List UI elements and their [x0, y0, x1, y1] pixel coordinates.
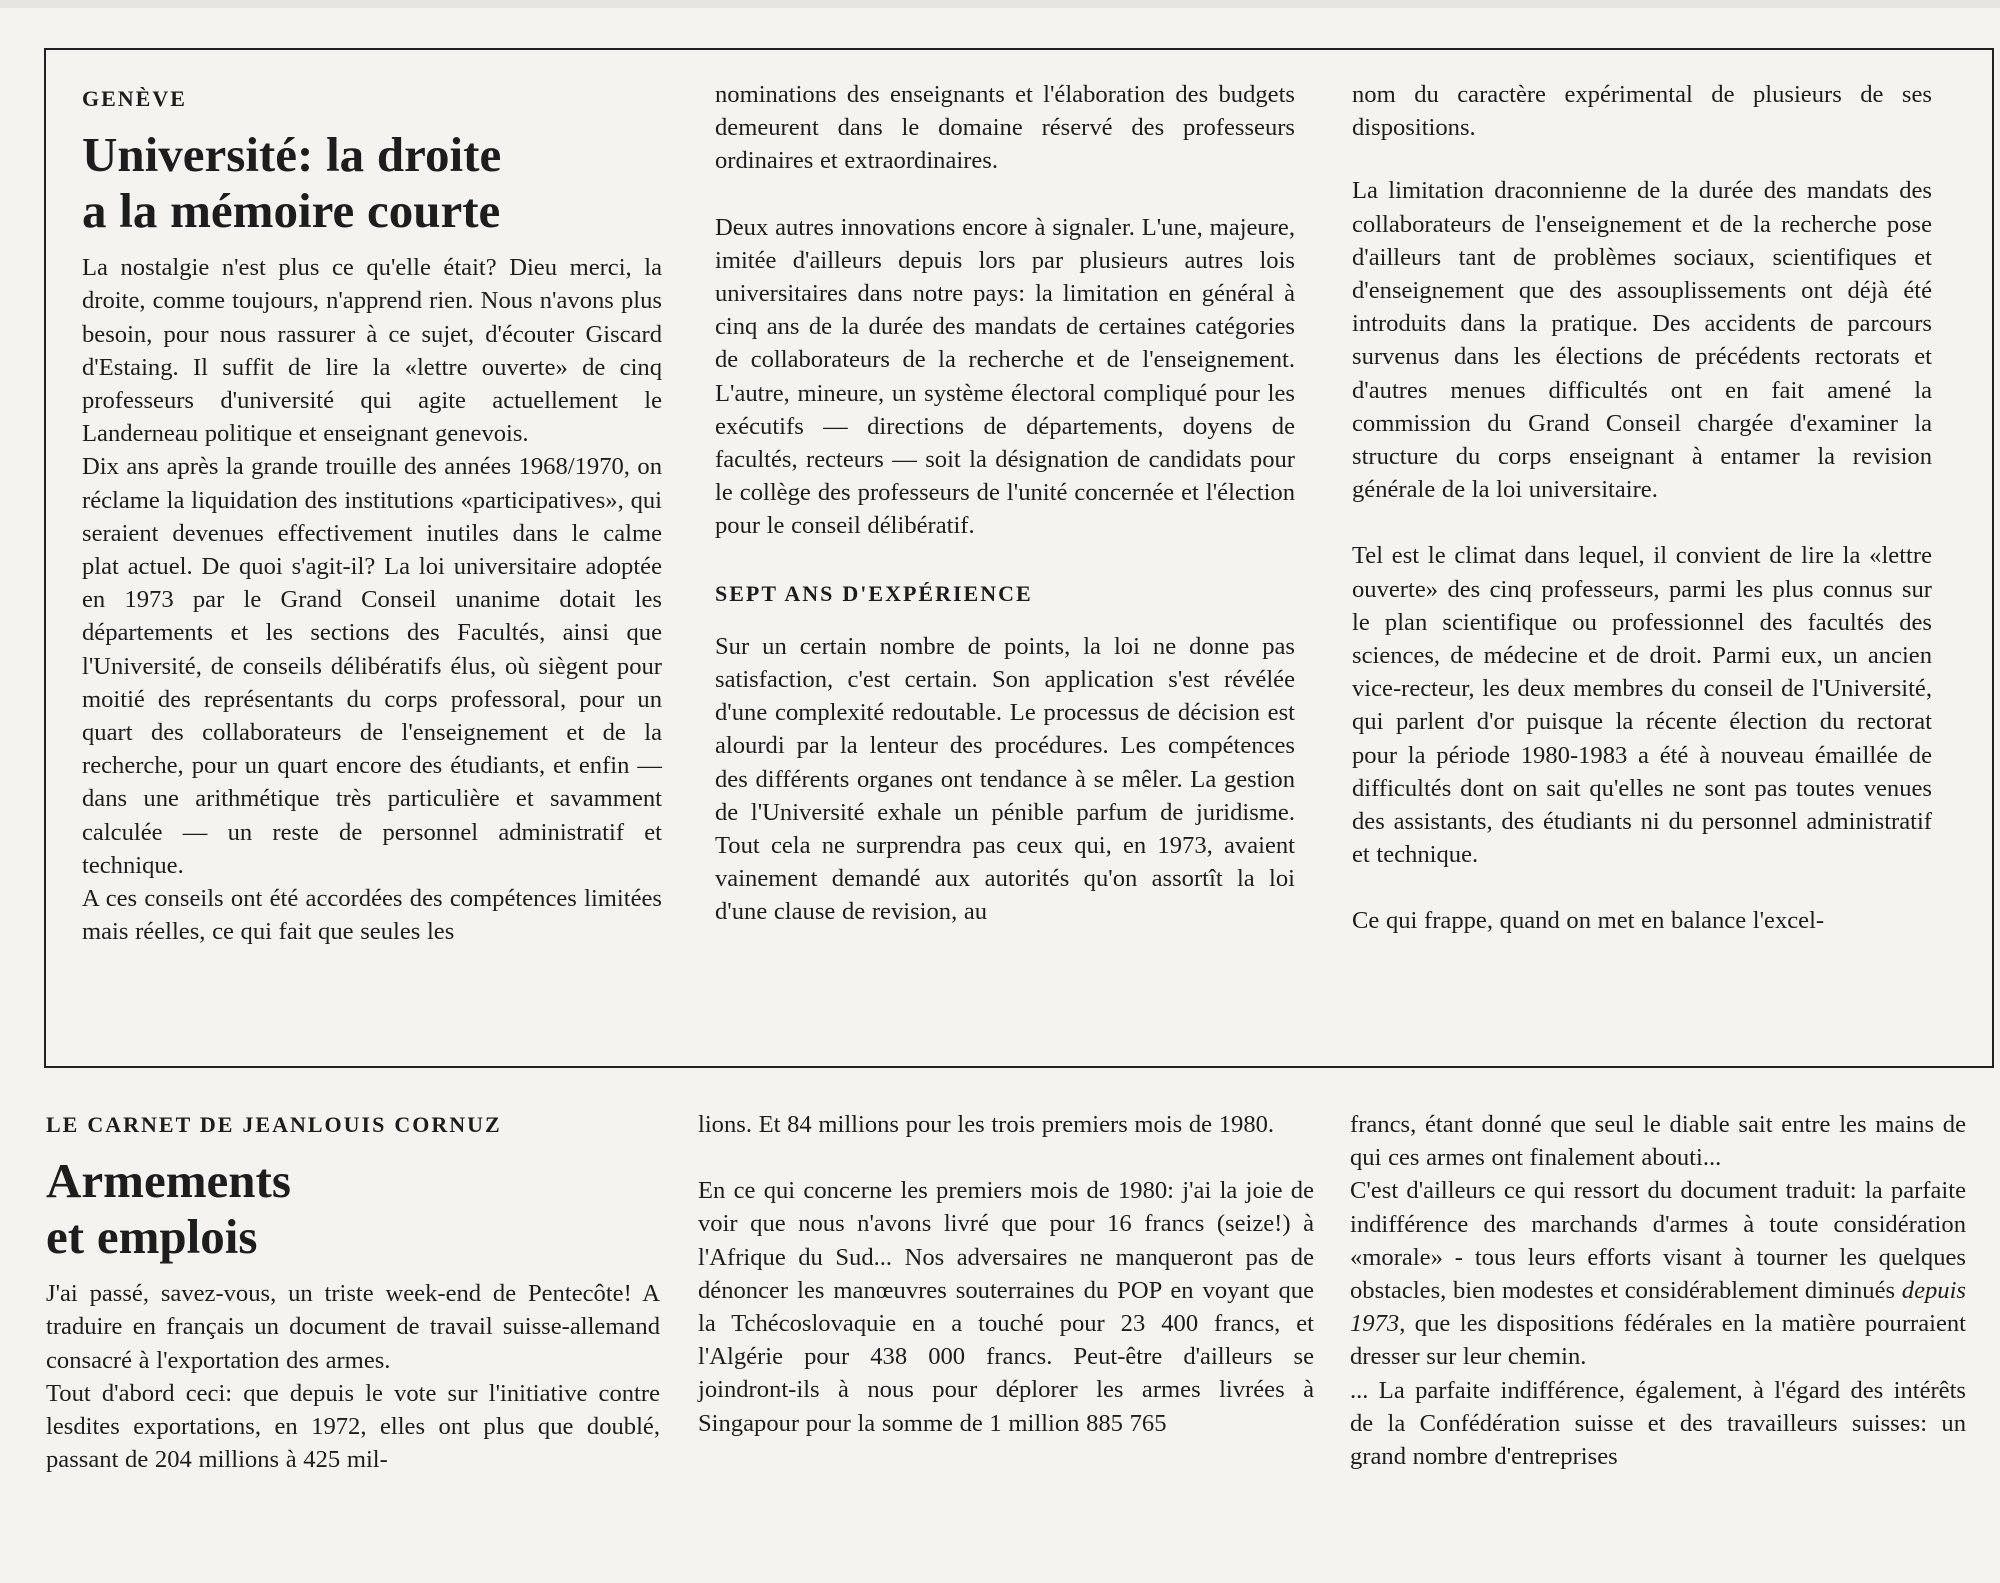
article2-headline — [46, 1153, 660, 1265]
article1-subhead: SEPT ANS D'EXPÉRIENCE — [715, 580, 1033, 606]
article2-text: C'est d'ailleurs ce qui ressort du document traduit: la parfaite indifférence des marchands d'armes à toute considération «morale» - tous leurs efforts visant à tourner les quelques obstacles, bien modestes et considérablement diminués — [1350, 1177, 1966, 1305]
article2-headline-line1: Armements — [46, 1153, 291, 1209]
article1-paragraph: nom du caractère expérimental de plusieurs de ses dispositions. — [1352, 81, 1932, 142]
article2-kicker: LE CARNET DE JEANLOUIS CORNUZ — [46, 1112, 502, 1137]
article2-paragraph: Tout d'abord ceci: que depuis le vote sur l'initiative contre lesdites exportations, en 1972, elles ont plus que doublé, passant de 204 millions à 425 mil- — [46, 1379, 660, 1474]
article2-paragraph: lions. Et 84 millions pour les trois premiers mois de 1980. — [698, 1111, 1275, 1138]
article1-paragraph: nominations des enseignants et l'élaboration des budgets demeurent dans le domaine réservé des professeurs ordinaires et extraordinaires. — [715, 81, 1295, 175]
article1-column-3 — [1352, 78, 1932, 938]
article1-paragraph: La limitation draconnienne de la durée des mandats des collaborateurs de l'enseignement et de la recherche pose d'ailleurs tant de problèmes sociaux, scientifiques et d'enseignement que des assouplissements ont déjà été introduits dans la pratique. Des accidents de parcours survenus dans les élections de précédents rectorats et d'autres menues difficultés ont en fait amené la commission du Grand Conseil chargée d'examiner la structure du corps enseignant à entamer la revision générale de la loi universitaire. — [1352, 177, 1932, 504]
article1-column-1 — [82, 82, 662, 948]
article1-headline-line2: a la mémoire courte — [82, 183, 501, 239]
article2-text: , que les dispositions fédérales en la matière pourraient dresser sur leur chemin. — [1350, 1310, 1966, 1371]
article1-paragraph: La nostalgie n'est plus ce qu'elle était? Dieu merci, la droite, comme toujours, n'apprend rien. Nous n'avons plus besoin, pour nous rassurer à ce sujet, d'écouter Giscard d'Estaing. Il suffit de lire la «lettre ouverte» de cinq professeurs d'université qui agite actuellement le Landerneau politique et enseignant genevois. — [82, 254, 662, 448]
article2-column-1 — [46, 1108, 660, 1476]
page-top-edge — [0, 0, 2000, 8]
article2-paragraph: ... La parfaite indifférence, également, à l'égard des intérêts de la Confédération suisse et des travailleurs suisses: un grand nombre d'entreprises — [1350, 1376, 1966, 1471]
article2-column-2 — [698, 1108, 1314, 1440]
article1-paragraph: Ce qui frappe, quand on met en balance l'excel- — [1352, 907, 1825, 935]
article2-paragraph — [1350, 1174, 1966, 1373]
article1-paragraph: Tel est le climat dans lequel, il convient de lire la «lettre ouverte» des cinq professeurs, parmi les plus connus sur le plan scientifique ou professionnel des facultés des sciences, de médecine et de droit. Parmi eux, un ancien vice-recteur, les deux membres du conseil de l'Université, qui parlent d'or puisque la récente élection du rectorat pour la période 1980-1983 a été à nouveau émaillée de difficultés dont on sait qu'elles ne sont pas toutes venues des assistants, des étudiants ni du personnel administratif et technique. — [1352, 542, 1932, 869]
article1-kicker: GENÈVE — [82, 86, 187, 111]
article2-headline-line2: et emplois — [46, 1209, 258, 1265]
article2-column-3 — [1350, 1108, 1966, 1473]
article1-paragraph: Deux autres innovations encore à signaler. L'une, majeure, imitée d'ailleurs depuis lors par plusieurs autres lois universitaires dans notre pays: la limitation en général à cinq ans de la durée des mandats de certaines catégories de collaborateurs de la recherche et de l'enseignement. L'autre, mineure, un système électoral compliqué pour les exécutifs — directions de départements, doyens de facultés, recteurs — soit la désignation de candidats pour le collège des professeurs de l'unité concernée et l'élection pour le conseil délibératif. — [715, 213, 1295, 540]
article1-headline-line1: Université: la droite — [82, 127, 502, 183]
article1-headline — [82, 127, 662, 239]
article1-column-2 — [715, 78, 1295, 929]
article1-paragraph: A ces conseils ont été accordées des compétences limitées mais réelles, ce qui fait que seules les — [82, 885, 662, 946]
article1-paragraph: Sur un certain nombre de points, la loi ne donne pas satisfaction, c'est certain. Son application s'est révélée d'une complexité redoutable. Le processus de décision est alourdi par la lenteur des procédures. Les compétences des différents organes ont tendance à se mêler. La gestion de l'Université exhale un pénible parfum de juridisme. Tout cela ne surprendra pas ceux qui, en 1973, avaient vainement demandé aux autorités qu'on assortît la loi d'une clause de revision, au — [715, 632, 1295, 926]
article2-paragraph: J'ai passé, savez-vous, un triste week-end de Pentecôte! A traduire en français un document de travail suisse-allemand consacré à l'exportation des armes. — [46, 1280, 660, 1374]
article2-paragraph: En ce qui concerne les premiers mois de 1980: j'ai la joie de voir que nous n'avons livré que pour 16 francs (seize!) à l'Afrique du Sud... Nos adversaires ne manqueront pas de dénoncer les manœuvres souterraines du POP en voyant que la Tchécoslovaquie en a touché pour 23 400 francs, et l'Algérie pour 438 000 francs. Peut-être d'ailleurs se joindront-ils à nous pour déplorer les armes livrées à Singapour pour la somme de 1 million 885 765 — [698, 1177, 1314, 1437]
article2-emphasis: depuis 1973 — [1350, 1277, 1966, 1338]
article2-paragraph: francs, étant donné que seul le diable sait entre les mains de qui ces armes ont finalement abouti... — [1350, 1111, 1966, 1172]
article1-paragraph: Dix ans après la grande trouille des années 1968/1970, on réclame la liquidation des institutions «participatives», qui seraient devenues effectivement inutiles dans le calme plat actuel. De quoi s'agit-il? La loi universitaire adoptée en 1973 par le Grand Conseil unanime dotait les départements et les sections des Facultés, ainsi que l'Université, de conseils délibératifs élus, où siègent pour moitié des représentants du corps professoral, pour un quart des collaborateurs de l'enseignement et de la recherche, pour un quart encore des étudiants, et enfin — dans une arithmétique très particulière et savamment calculée — un reste de personnel administratif et technique. — [82, 453, 662, 879]
